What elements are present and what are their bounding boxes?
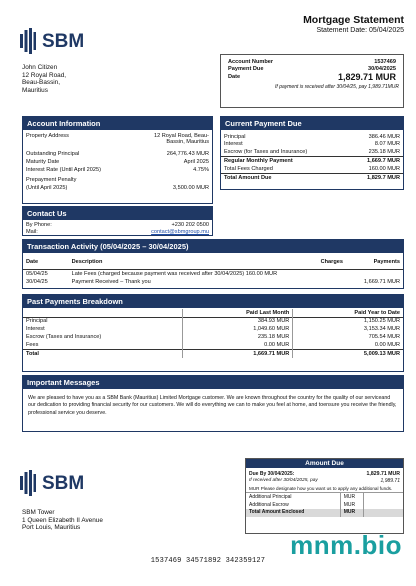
txn-description: Late Fees (charged because payment was received after 30/04/2025) 160.00 MUR xyxy=(71,270,278,277)
row-label: Total xyxy=(23,349,183,357)
col-charges: Charges xyxy=(320,258,343,265)
current-escrow-label: Escrow (for Taxes and Insurance) xyxy=(224,149,308,156)
row-ytd: 1,150.25 MUR xyxy=(363,318,400,325)
mail-label: Mail: xyxy=(26,229,38,236)
outstanding-principal-value: 264,776.43 MUR xyxy=(166,150,209,157)
customer-address xyxy=(22,64,66,94)
row-ytd: 5,009.13 MUR xyxy=(293,349,403,357)
property-address-value: 12 Royal Road, Beau- xyxy=(153,132,209,139)
regular-payment-value: 1,669.7 MUR xyxy=(348,157,403,165)
footer-address-line: Port Louis, Mauritius xyxy=(22,524,81,532)
messages-body: We are pleased to have you as a SBM Bank (Mauritius) Limited Mortgage customer. We are known throughout the country for the quality of our serviceand our dedication to providing financial security for our customers. We will do everything we can to make you feel at home, and toensure you receive the friendly, professional service you deserve. xyxy=(28,395,397,416)
txn-payment xyxy=(346,270,403,278)
sbm-logo-text: SBM xyxy=(42,31,85,52)
payment-due-label: Payment Due xyxy=(228,66,264,73)
sbm-logo xyxy=(20,28,100,56)
customer-address-line: 12 Royal Road, xyxy=(22,71,67,79)
row-label: Escrow (Taxes and Insurance) xyxy=(23,333,183,341)
col-description: Description xyxy=(71,258,103,265)
row-ytd: 0.00 MUR xyxy=(374,341,400,348)
regular-payment-label: Regular Monthly Payment xyxy=(221,157,348,165)
table-row xyxy=(23,349,403,357)
footer-address xyxy=(22,509,103,532)
payment-due-value: 30/04/2025 xyxy=(368,66,396,73)
customer-address-line: Mauritius xyxy=(22,86,48,94)
interest-rate-label: Interest Rate (Until April 2025) xyxy=(26,166,101,173)
total-enclosed-input[interactable] xyxy=(364,509,403,517)
statement-title: Mortgage Statement xyxy=(303,14,404,26)
sbm-logo-mark-icon xyxy=(20,28,36,54)
row-last: 235.18 MUR xyxy=(183,333,293,341)
fees-charged-value: 160.00 MUR xyxy=(368,165,400,172)
col-blank xyxy=(23,309,183,317)
total-due-value: 1,829.7 MUR xyxy=(348,173,403,181)
col-date: Date xyxy=(26,258,39,265)
additional-principal-input[interactable] xyxy=(364,493,403,501)
summary-box xyxy=(220,54,404,108)
row-label: Interest xyxy=(23,326,183,334)
statement-date: Statement Date: 05/04/2025 xyxy=(316,27,404,34)
coupon-note: MUR Please designate how you want us to apply any additional funds. xyxy=(249,485,393,491)
coupon-late-label: If received after 30/04/2025, pay xyxy=(249,478,318,484)
messages-title: Important Messages xyxy=(23,376,403,389)
table-row xyxy=(23,317,403,325)
account-information-title: Account Information xyxy=(23,117,212,130)
maturity-date-value: April 2025 xyxy=(183,158,209,165)
txn-charge xyxy=(289,278,346,286)
contact-section xyxy=(22,206,213,236)
col-paid-last-month: Paid Last Month xyxy=(183,309,293,317)
current-interest-value: 8.07 MUR xyxy=(374,141,400,148)
interest-rate-value: 4.75% xyxy=(193,166,209,173)
mail-link[interactable]: contact@sbmgroup.mu xyxy=(151,229,209,236)
past-payments-title: Past Payments Breakdown xyxy=(23,295,403,308)
coupon-due-label: Due By 30/04/2025: xyxy=(249,470,295,477)
property-address-label: Property Address xyxy=(26,132,69,139)
sbm-logo-mark-icon xyxy=(20,470,36,496)
total-enclosed-label: Total Amount Enclosed xyxy=(246,509,340,517)
txn-payment: 1,669.71 MUR xyxy=(363,278,400,285)
current-interest-label: Interest xyxy=(224,141,243,148)
row-ytd: 705.54 MUR xyxy=(368,333,400,340)
table-row xyxy=(23,278,403,286)
current-principal-label: Principal xyxy=(224,133,246,140)
row-label: Principal xyxy=(23,317,183,325)
property-address-value: Bassin, Mauritius xyxy=(166,139,209,146)
table-row xyxy=(23,270,403,278)
coupon-title: Amount Due xyxy=(246,459,403,468)
fees-charged-label: Total Fees Charged xyxy=(224,165,273,172)
account-information-section xyxy=(22,116,213,204)
row-last: 1,049.60 MUR xyxy=(183,326,293,334)
txn-description: Payment Received – Thank you xyxy=(71,278,151,285)
txn-date: 05/04/25 xyxy=(26,270,48,277)
customer-name: John Citizen xyxy=(22,64,58,71)
total-due-label: Total Amount Due xyxy=(221,173,348,181)
transaction-title: Transaction Activity (05/04/2025 – 30/04/2025) xyxy=(23,240,403,253)
current-escrow-value: 235.18 MUR xyxy=(368,149,400,156)
table-row xyxy=(23,326,403,334)
row-ytd: 3,153.34 MUR xyxy=(363,326,400,333)
row-label: Fees xyxy=(23,341,183,349)
late-payment-note: If payment is received after 30/04/25, pay 1,989.71MUR xyxy=(275,84,399,91)
date-label: Date xyxy=(228,74,241,81)
additional-escrow-label: Additional Escrow xyxy=(246,501,340,509)
footer-name: SBM Tower xyxy=(22,509,55,516)
additional-escrow-currency: MUR xyxy=(340,501,364,509)
prepayment-penalty-value: 3,500.00 MUR xyxy=(172,185,209,192)
row-last: 0.00 MUR xyxy=(183,341,293,349)
sbm-logo xyxy=(20,470,100,498)
outstanding-principal-label: Outstanding Principal xyxy=(26,150,80,157)
col-payments: Payments xyxy=(373,258,400,265)
account-number-value: 1537469 xyxy=(374,58,396,65)
sbm-logo-text: SBM xyxy=(42,473,85,494)
account-number-label: Account Number xyxy=(228,58,274,65)
amount-due-value: 1,829.71 MUR xyxy=(337,72,396,83)
phone-value: +230 202 0500 xyxy=(171,221,209,228)
prepayment-penalty-period: (Until April 2025) xyxy=(26,185,68,192)
row-last: 384.93 MUR xyxy=(183,317,293,325)
maturity-date-label: Maturity Date xyxy=(26,158,60,165)
current-payment-section xyxy=(220,116,404,190)
contact-title: Contact Us xyxy=(23,207,212,220)
account-reference-numbers: 1537469 34571892 342359127 xyxy=(150,557,266,565)
past-payments-section xyxy=(22,294,404,372)
phone-label: By Phone: xyxy=(26,221,52,228)
current-payment-title: Current Payment Due xyxy=(221,117,403,130)
watermark: mnm.bio xyxy=(290,530,402,560)
coupon-late-value: 1,989.71 xyxy=(380,478,400,485)
col-paid-ytd: Paid Year to Date xyxy=(354,309,400,316)
amount-due-coupon xyxy=(245,458,404,534)
row-last: 1,669.71 MUR xyxy=(183,349,293,357)
current-principal-value: 386.46 MUR xyxy=(368,133,400,140)
additional-principal-label: Additional Principal xyxy=(246,493,340,501)
additional-escrow-input[interactable] xyxy=(364,501,403,509)
prepayment-penalty-label: Prepayment Penalty xyxy=(26,177,77,184)
additional-principal-currency: MUR xyxy=(340,493,364,501)
table-row xyxy=(23,341,403,349)
table-row xyxy=(23,333,403,341)
customer-address-line: Beau-Bassin, xyxy=(22,79,61,87)
messages-section xyxy=(22,375,404,432)
txn-date: 30/04/25 xyxy=(26,278,48,285)
total-enclosed-currency: MUR xyxy=(340,509,364,517)
footer-address-line: 1 Queen Elizabeth II Avenue xyxy=(22,516,103,524)
transaction-section xyxy=(22,239,404,289)
coupon-due-value: 1,829.71 MUR xyxy=(366,470,400,477)
